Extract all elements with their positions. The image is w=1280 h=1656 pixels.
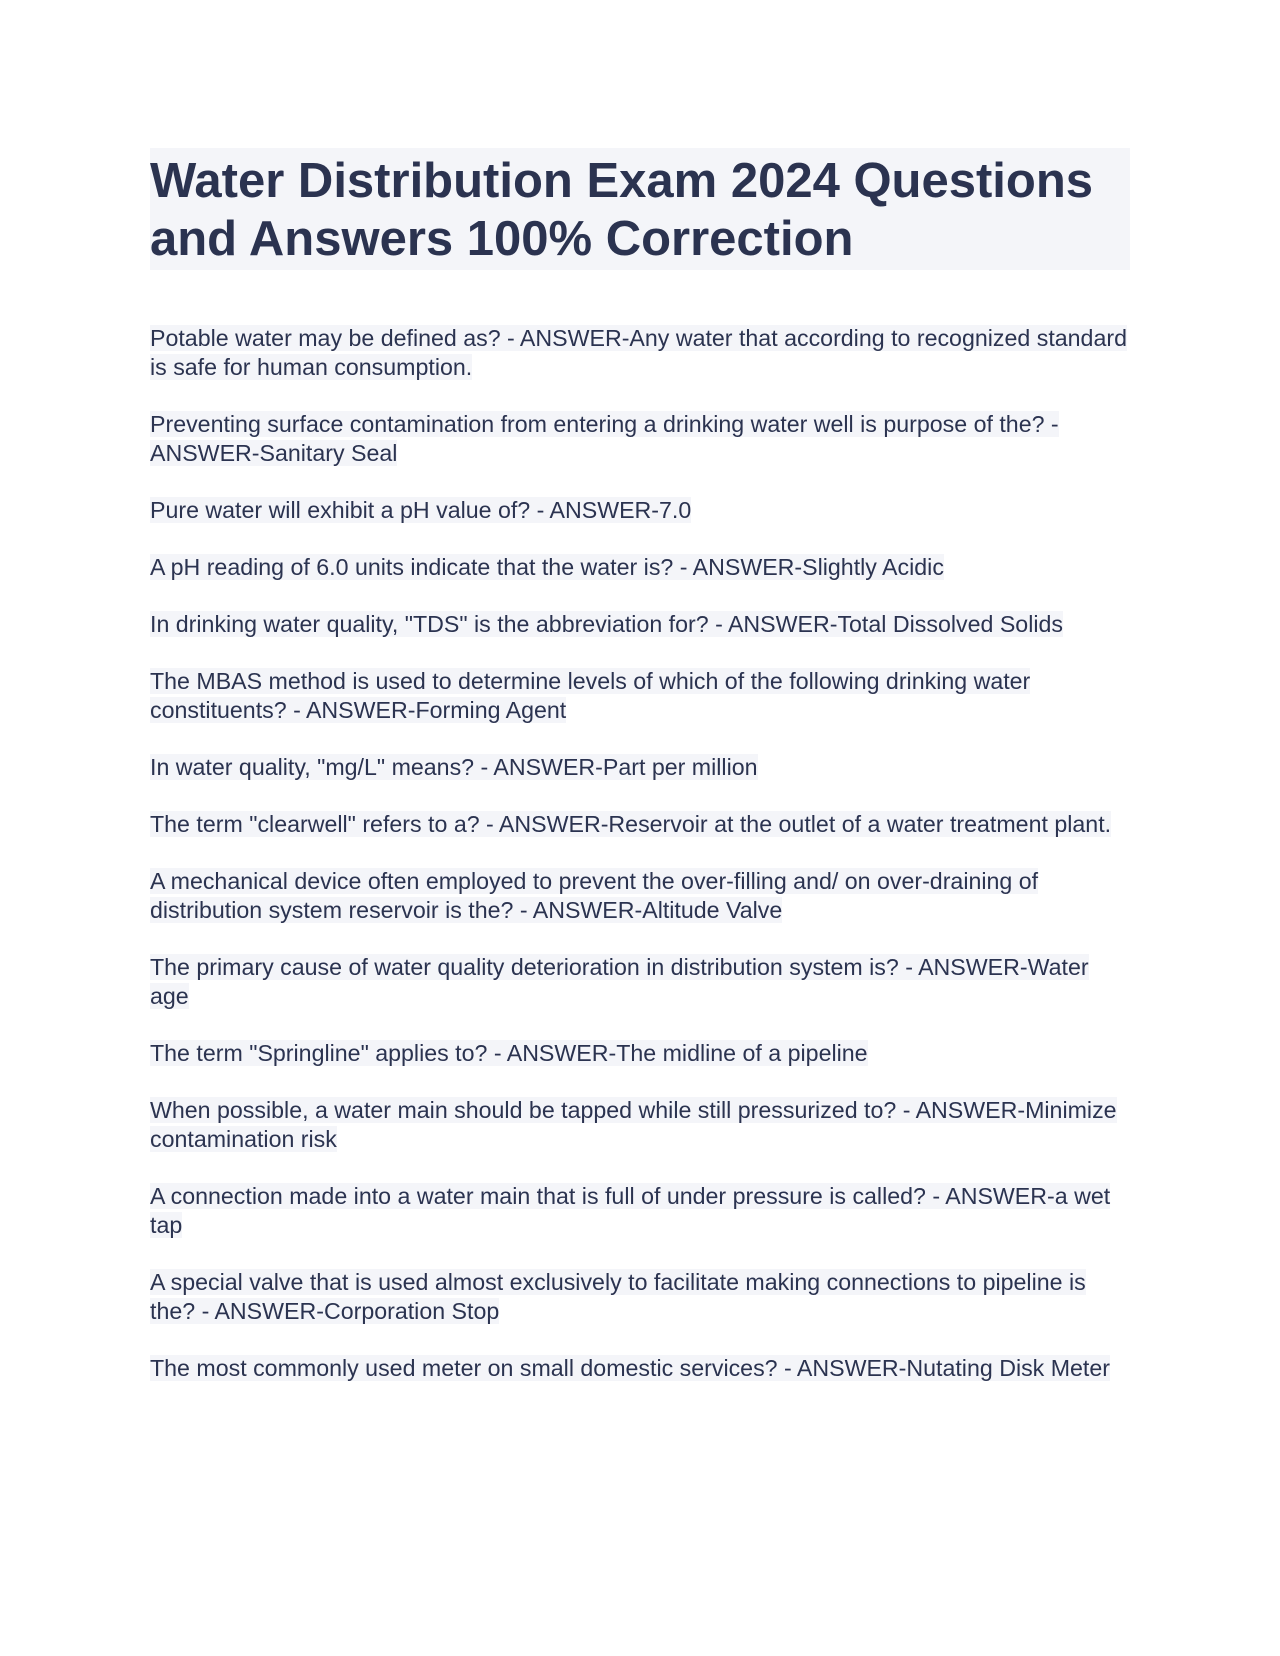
qa-text: A pH reading of 6.0 units indicate that the water is? - ANSWER-Slightly Acidic: [150, 554, 944, 580]
document-title: Water Distribution Exam 2024 Questions and Answers 100% Correction: [150, 154, 1094, 266]
qa-item: [150, 410, 1130, 468]
qa-text: The primary cause of water quality deterioration in distribution system is? - ANSWER-Water age: [150, 954, 1089, 1009]
qa-text: A special valve that is used almost exclusively to facilitate making connections to pipeline is the? - ANSWER-Corporation Stop: [150, 1269, 1086, 1324]
qa-item: [150, 667, 1130, 725]
qa-text: A mechanical device often employed to prevent the over-filling and/ on over-draining of distribution system reservoir is the? - ANSWER-Altitude Valve: [150, 868, 1039, 923]
qa-text: Potable water may be defined as? - ANSWER-Any water that according to recognized standard is safe for human consumption.: [150, 325, 1127, 380]
qa-item: [150, 610, 1130, 639]
qa-text: The term "clearwell" refers to a? - ANSWER-Reservoir at the outlet of a water treatment plant.: [150, 811, 1112, 837]
qa-item: [150, 1182, 1130, 1240]
document-body: [150, 148, 1130, 1411]
qa-item: [150, 1354, 1130, 1383]
qa-text: Preventing surface contamination from entering a drinking water well is purpose of the? - ANSWER-Sanitary Seal: [150, 411, 1059, 466]
qa-text: In water quality, "mg/L" means? - ANSWER-Part per million: [150, 754, 758, 780]
qa-item: [150, 1039, 1130, 1068]
qa-item: [150, 553, 1130, 582]
qa-text: The MBAS method is used to determine levels of which of the following drinking water constituents? - ANSWER-Forming Agent: [150, 668, 1031, 723]
qa-text: The term "Springline" applies to? - ANSWER-The midline of a pipeline: [150, 1040, 868, 1066]
qa-list: [150, 324, 1130, 1383]
qa-item: [150, 1268, 1130, 1326]
qa-text: In drinking water quality, "TDS" is the abbreviation for? - ANSWER-Total Dissolved Solids: [150, 611, 1063, 637]
qa-text: A connection made into a water main that is full of under pressure is called? - ANSWER-a wet tap: [150, 1183, 1111, 1238]
qa-text: When possible, a water main should be tapped while still pressurized to? - ANSWER-Minimize contamination risk: [150, 1097, 1117, 1152]
qa-text: Pure water will exhibit a pH value of? - ANSWER-7.0: [150, 497, 692, 523]
qa-item: [150, 324, 1130, 382]
qa-item: [150, 953, 1130, 1011]
title-block: [150, 148, 1130, 270]
qa-item: [150, 753, 1130, 782]
qa-item: [150, 496, 1130, 525]
qa-item: [150, 810, 1130, 839]
qa-text: The most commonly used meter on small domestic services? - ANSWER-Nutating Disk Meter: [150, 1355, 1110, 1381]
qa-item: [150, 867, 1130, 925]
qa-item: [150, 1096, 1130, 1154]
